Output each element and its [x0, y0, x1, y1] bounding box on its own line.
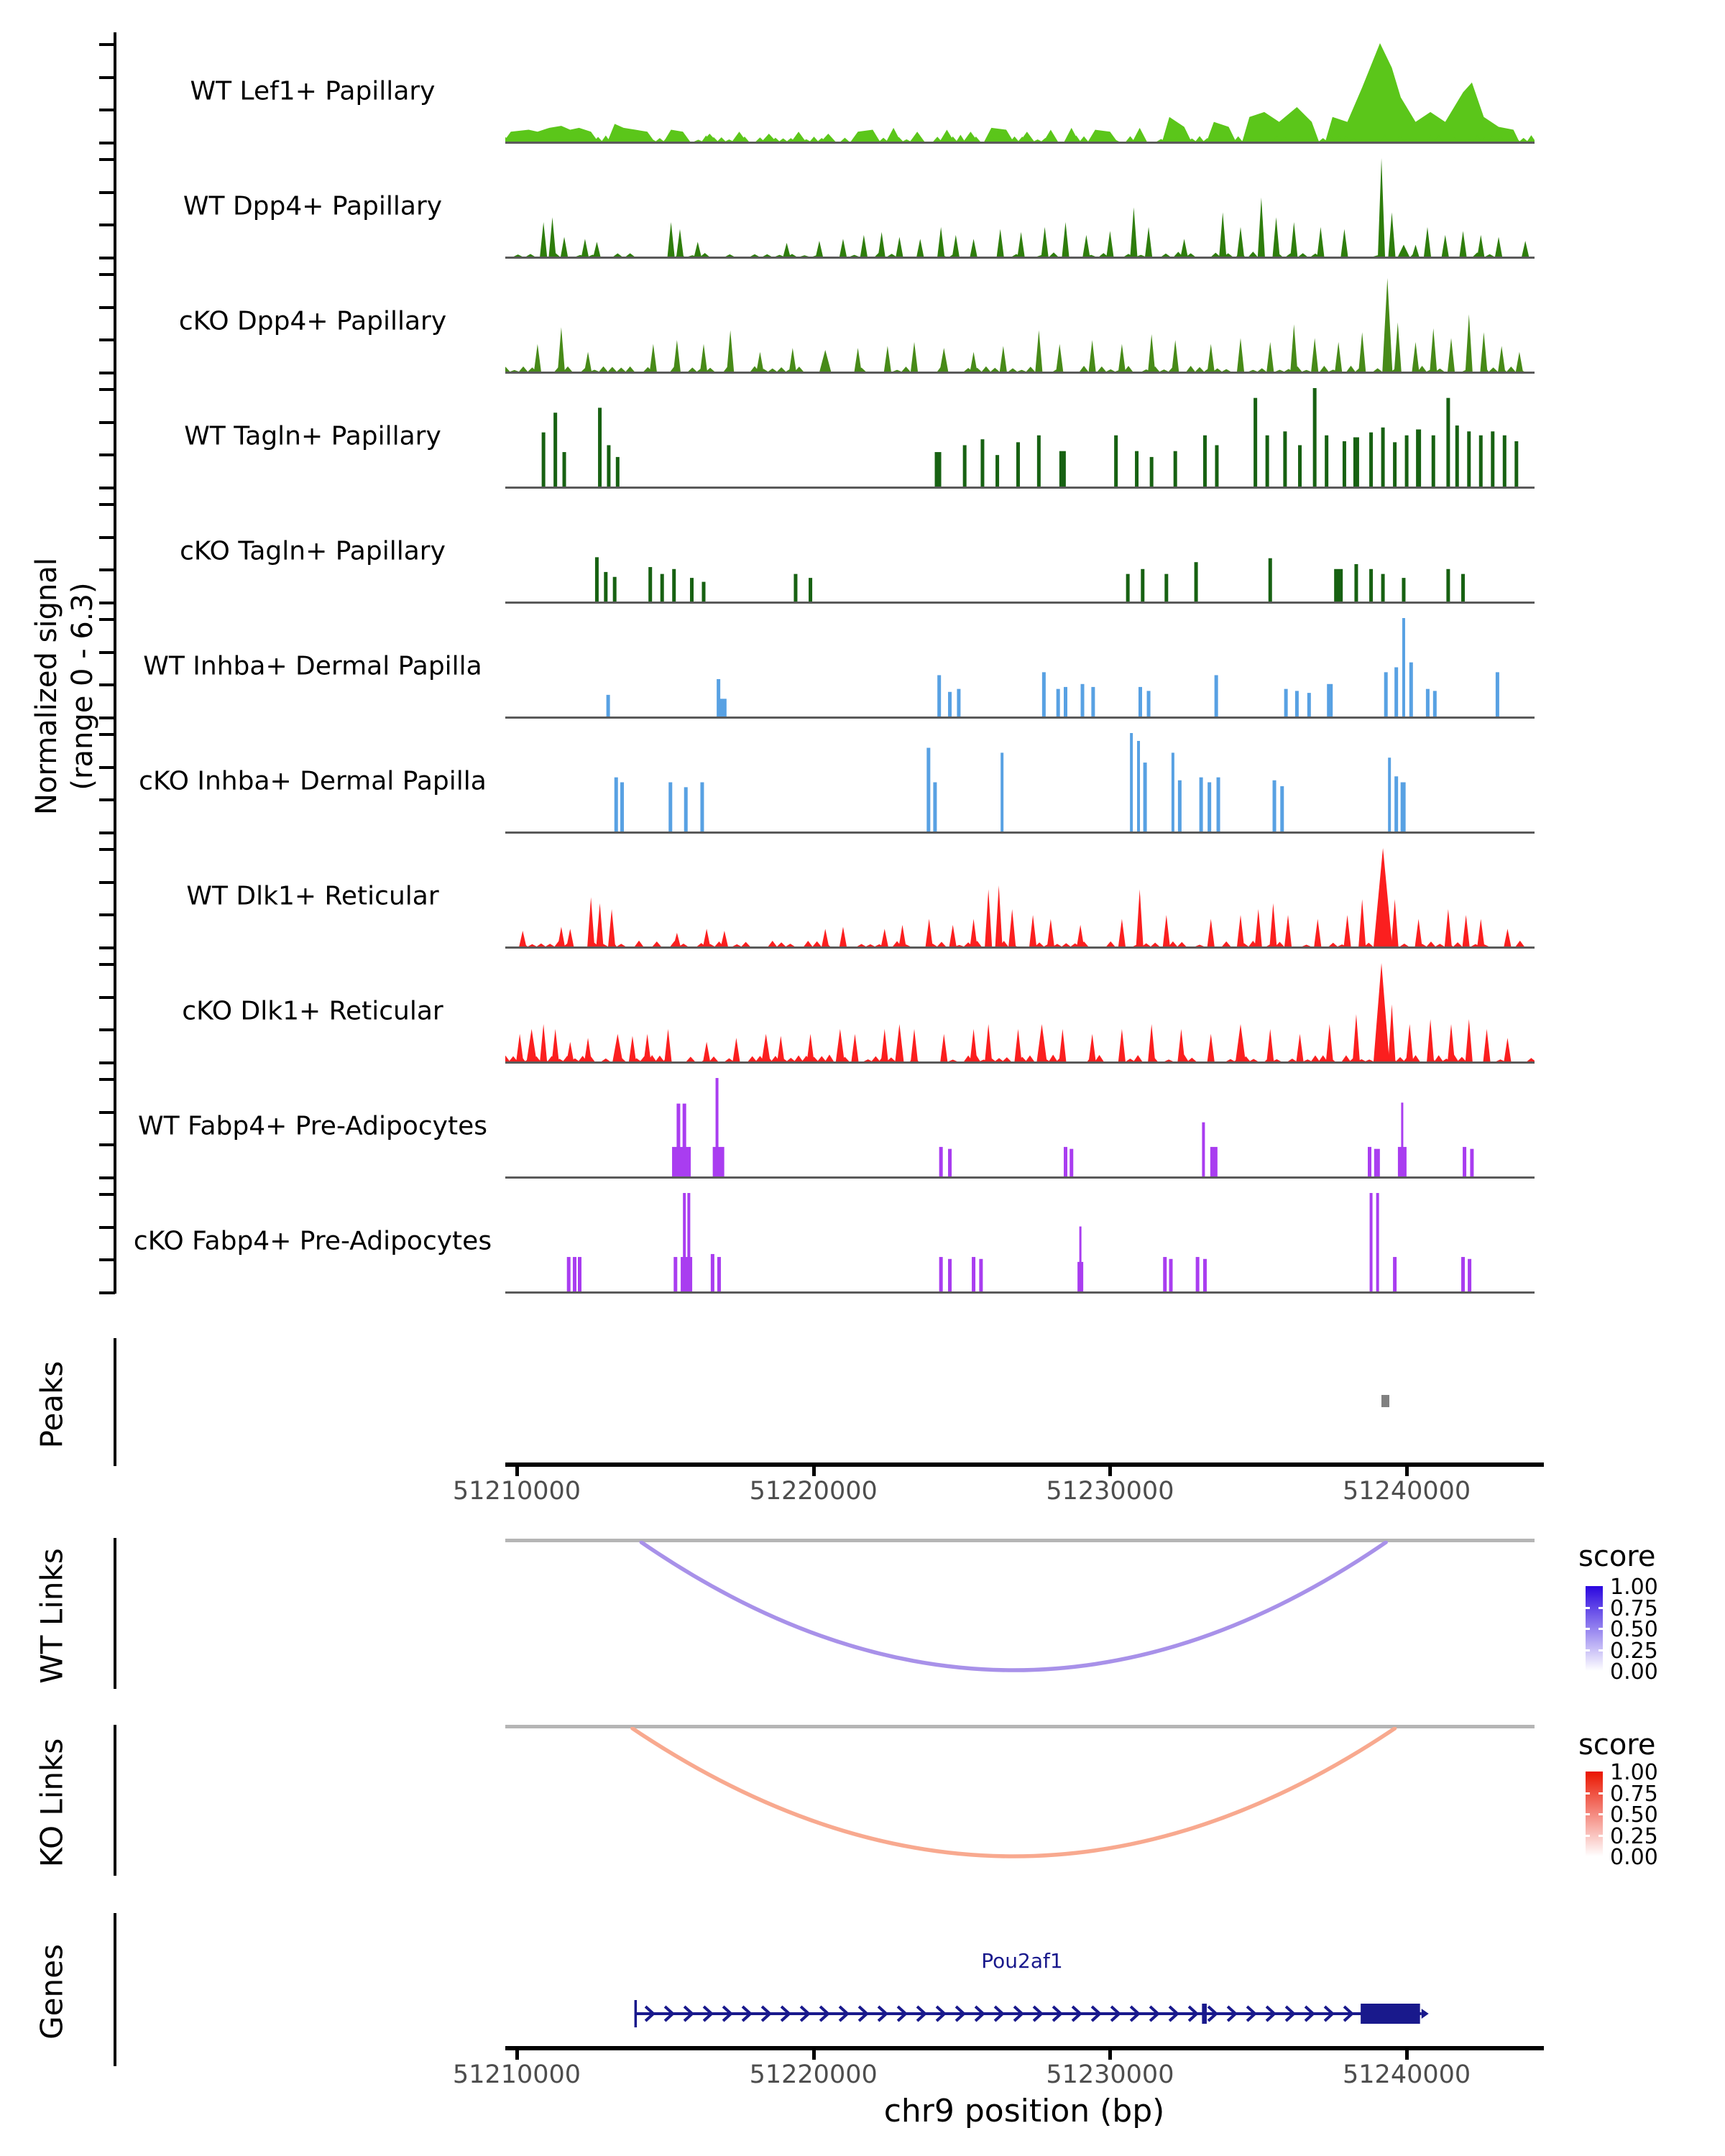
legend-notch — [1598, 1649, 1603, 1651]
legend-tick-label: 0.50 — [1610, 1802, 1658, 1828]
signal-ytick — [99, 158, 115, 161]
legend-notch — [1586, 1835, 1590, 1837]
signal-ytick — [99, 1291, 115, 1294]
signal-ytick — [99, 798, 115, 801]
track-label: cKO Dpp4+ Papillary — [178, 306, 447, 336]
signal-ytick — [99, 43, 115, 46]
track-label: WT Tagln+ Papillary — [184, 421, 441, 451]
ko-score-legend-bar — [1586, 1772, 1603, 1856]
signal-ytick — [99, 109, 115, 111]
x-axis-tick — [515, 1467, 519, 1476]
signal-ytick — [99, 273, 115, 276]
x-axis-tick-label: 51210000 — [452, 1477, 581, 1506]
legend-tick-label: 1.00 — [1610, 1760, 1658, 1785]
track-label: cKO Dlk1+ Reticular — [182, 996, 443, 1026]
x-axis-tick-label: 51240000 — [1343, 2060, 1471, 2089]
track-signal — [505, 731, 1535, 831]
wt-score-legend-bar — [1586, 1586, 1603, 1671]
track-signal — [505, 156, 1535, 257]
signal-ytick — [99, 568, 115, 571]
x-axis-tick — [1108, 2050, 1112, 2060]
signal-ytick — [99, 963, 115, 966]
peaks-bracket — [114, 1338, 116, 1466]
track-label: WT Lef1+ Papillary — [190, 76, 436, 106]
signal-ytick — [99, 1111, 115, 1114]
signal-ytick — [99, 651, 115, 654]
track-baseline — [505, 372, 1535, 374]
signal-ytick — [99, 453, 115, 456]
x-axis-tick-label: 51230000 — [1046, 1477, 1174, 1506]
signal-ytick — [99, 372, 115, 374]
x-axis-tick-label: 51220000 — [749, 2060, 878, 2089]
track-label: WT Inhba+ Dermal Papilla — [143, 651, 482, 681]
peak-interval — [1381, 1395, 1389, 1407]
ko-score-legend-title: score — [1578, 1728, 1656, 1761]
signal-ytick — [99, 717, 115, 719]
track-baseline — [505, 1291, 1535, 1294]
track-label: WT Fabp4+ Pre-Adipocytes — [138, 1111, 487, 1141]
signal-ytick — [99, 338, 115, 341]
signal-ytick — [99, 487, 115, 489]
legend-notch — [1598, 1607, 1603, 1609]
signal-ytick — [99, 1078, 115, 1081]
track-baseline — [505, 1176, 1535, 1179]
peaks-section-label: Peaks — [34, 1360, 70, 1449]
signal-ytick — [99, 388, 115, 391]
legend-notch — [1586, 1792, 1590, 1795]
signal-axis-label-line2: (range 0 - 6.3) — [66, 582, 99, 791]
signal-ytick — [99, 683, 115, 686]
legend-tick-label: 0.25 — [1610, 1823, 1658, 1849]
legend-tick-label: 0.75 — [1610, 1595, 1658, 1621]
x-axis-tick — [1405, 1467, 1409, 1476]
signal-ytick — [99, 1258, 115, 1261]
track-label: cKO Tagln+ Papillary — [180, 536, 446, 566]
signal-ytick — [99, 191, 115, 194]
legend-tick-label: 0.00 — [1610, 1659, 1658, 1685]
track-baseline — [505, 717, 1535, 719]
ko-link-arc — [505, 1727, 1583, 1892]
signal-ytick — [99, 1061, 115, 1064]
x-axis-tick — [1108, 1467, 1112, 1476]
signal-bracket — [114, 32, 116, 1294]
track-baseline — [505, 142, 1535, 144]
signal-ytick — [99, 257, 115, 259]
track-signal — [505, 961, 1535, 1061]
track-label: cKO Inhba+ Dermal Papilla — [139, 766, 487, 796]
legend-notch — [1586, 1607, 1590, 1609]
track-baseline — [505, 487, 1535, 489]
track-signal — [505, 386, 1535, 487]
signal-ytick — [99, 76, 115, 79]
track-baseline — [505, 257, 1535, 259]
x-axis-tick — [812, 2050, 816, 2060]
signal-ytick — [99, 1143, 115, 1146]
gene-name-label: Pou2af1 — [981, 1949, 1063, 1973]
x-axis-tick — [1405, 2050, 1409, 2060]
track-label: WT Dpp4+ Papillary — [183, 191, 443, 221]
signal-axis-label-line1: Normalized signal — [30, 558, 63, 815]
signal-ytick — [99, 1176, 115, 1179]
track-signal — [505, 1076, 1535, 1176]
x-axis-title: chr9 position (bp) — [883, 2093, 1165, 2129]
signal-ytick — [99, 831, 115, 834]
signal-ytick — [99, 536, 115, 539]
signal-ytick — [99, 733, 115, 736]
track-signal — [505, 271, 1535, 372]
signal-ytick — [99, 224, 115, 226]
legend-tick-label: 0.75 — [1610, 1781, 1658, 1807]
genes-bracket — [114, 1913, 116, 2066]
track-signal — [505, 1191, 1535, 1291]
track-baseline — [505, 602, 1535, 604]
signal-ytick — [99, 602, 115, 604]
x-axis-tick-label: 51230000 — [1046, 2060, 1174, 2089]
legend-tick-label: 1.00 — [1610, 1575, 1658, 1600]
signal-ytick — [99, 1226, 115, 1229]
x-axis-tick — [515, 2050, 519, 2060]
ko-links-section-label: KO Links — [34, 1738, 70, 1868]
signal-ytick — [99, 881, 115, 884]
track-label: WT Dlk1+ Reticular — [186, 881, 439, 911]
wt-links-section-label: WT Links — [34, 1548, 70, 1684]
legend-notch — [1598, 1628, 1603, 1630]
track-signal — [505, 616, 1535, 717]
legend-notch — [1598, 1813, 1603, 1815]
signal-ytick — [99, 618, 115, 621]
signal-ytick — [99, 848, 115, 851]
signal-ytick — [99, 946, 115, 949]
gene-model — [505, 1982, 1583, 2047]
wt-score-legend-title: score — [1578, 1540, 1656, 1573]
genes-section-label: Genes — [34, 1944, 70, 2040]
legend-tick-label: 0.00 — [1610, 1845, 1658, 1870]
signal-ytick — [99, 996, 115, 999]
legend-tick-label: 0.50 — [1610, 1617, 1658, 1642]
signal-ytick — [99, 1028, 115, 1031]
ko-links-bracket — [114, 1725, 116, 1876]
signal-ytick — [99, 766, 115, 769]
signal-ytick — [99, 913, 115, 916]
legend-notch — [1598, 1835, 1603, 1837]
x-axis-tick — [812, 1467, 816, 1476]
wt-links-bracket — [114, 1538, 116, 1689]
legend-notch — [1586, 1649, 1590, 1651]
track-label: cKO Fabp4+ Pre-Adipocytes — [133, 1226, 492, 1256]
legend-notch — [1598, 1792, 1603, 1795]
signal-ytick — [99, 142, 115, 144]
legend-notch — [1586, 1628, 1590, 1630]
track-baseline — [505, 1061, 1535, 1064]
track-signal — [505, 501, 1535, 602]
legend-tick-label: 0.25 — [1610, 1638, 1658, 1664]
signal-ytick — [99, 306, 115, 309]
track-signal — [505, 41, 1535, 142]
signal-ytick — [99, 1193, 115, 1196]
x-axis-tick-label: 51210000 — [452, 2060, 581, 2089]
track-baseline — [505, 831, 1535, 834]
signal-ytick — [99, 503, 115, 506]
wt-link-arc — [505, 1541, 1583, 1706]
signal-ytick — [99, 421, 115, 424]
x-axis-tick-label: 51220000 — [749, 1477, 878, 1506]
x-axis-tick-label: 51240000 — [1343, 1477, 1471, 1506]
track-baseline — [505, 946, 1535, 949]
track-signal — [505, 846, 1535, 946]
legend-notch — [1586, 1813, 1590, 1815]
